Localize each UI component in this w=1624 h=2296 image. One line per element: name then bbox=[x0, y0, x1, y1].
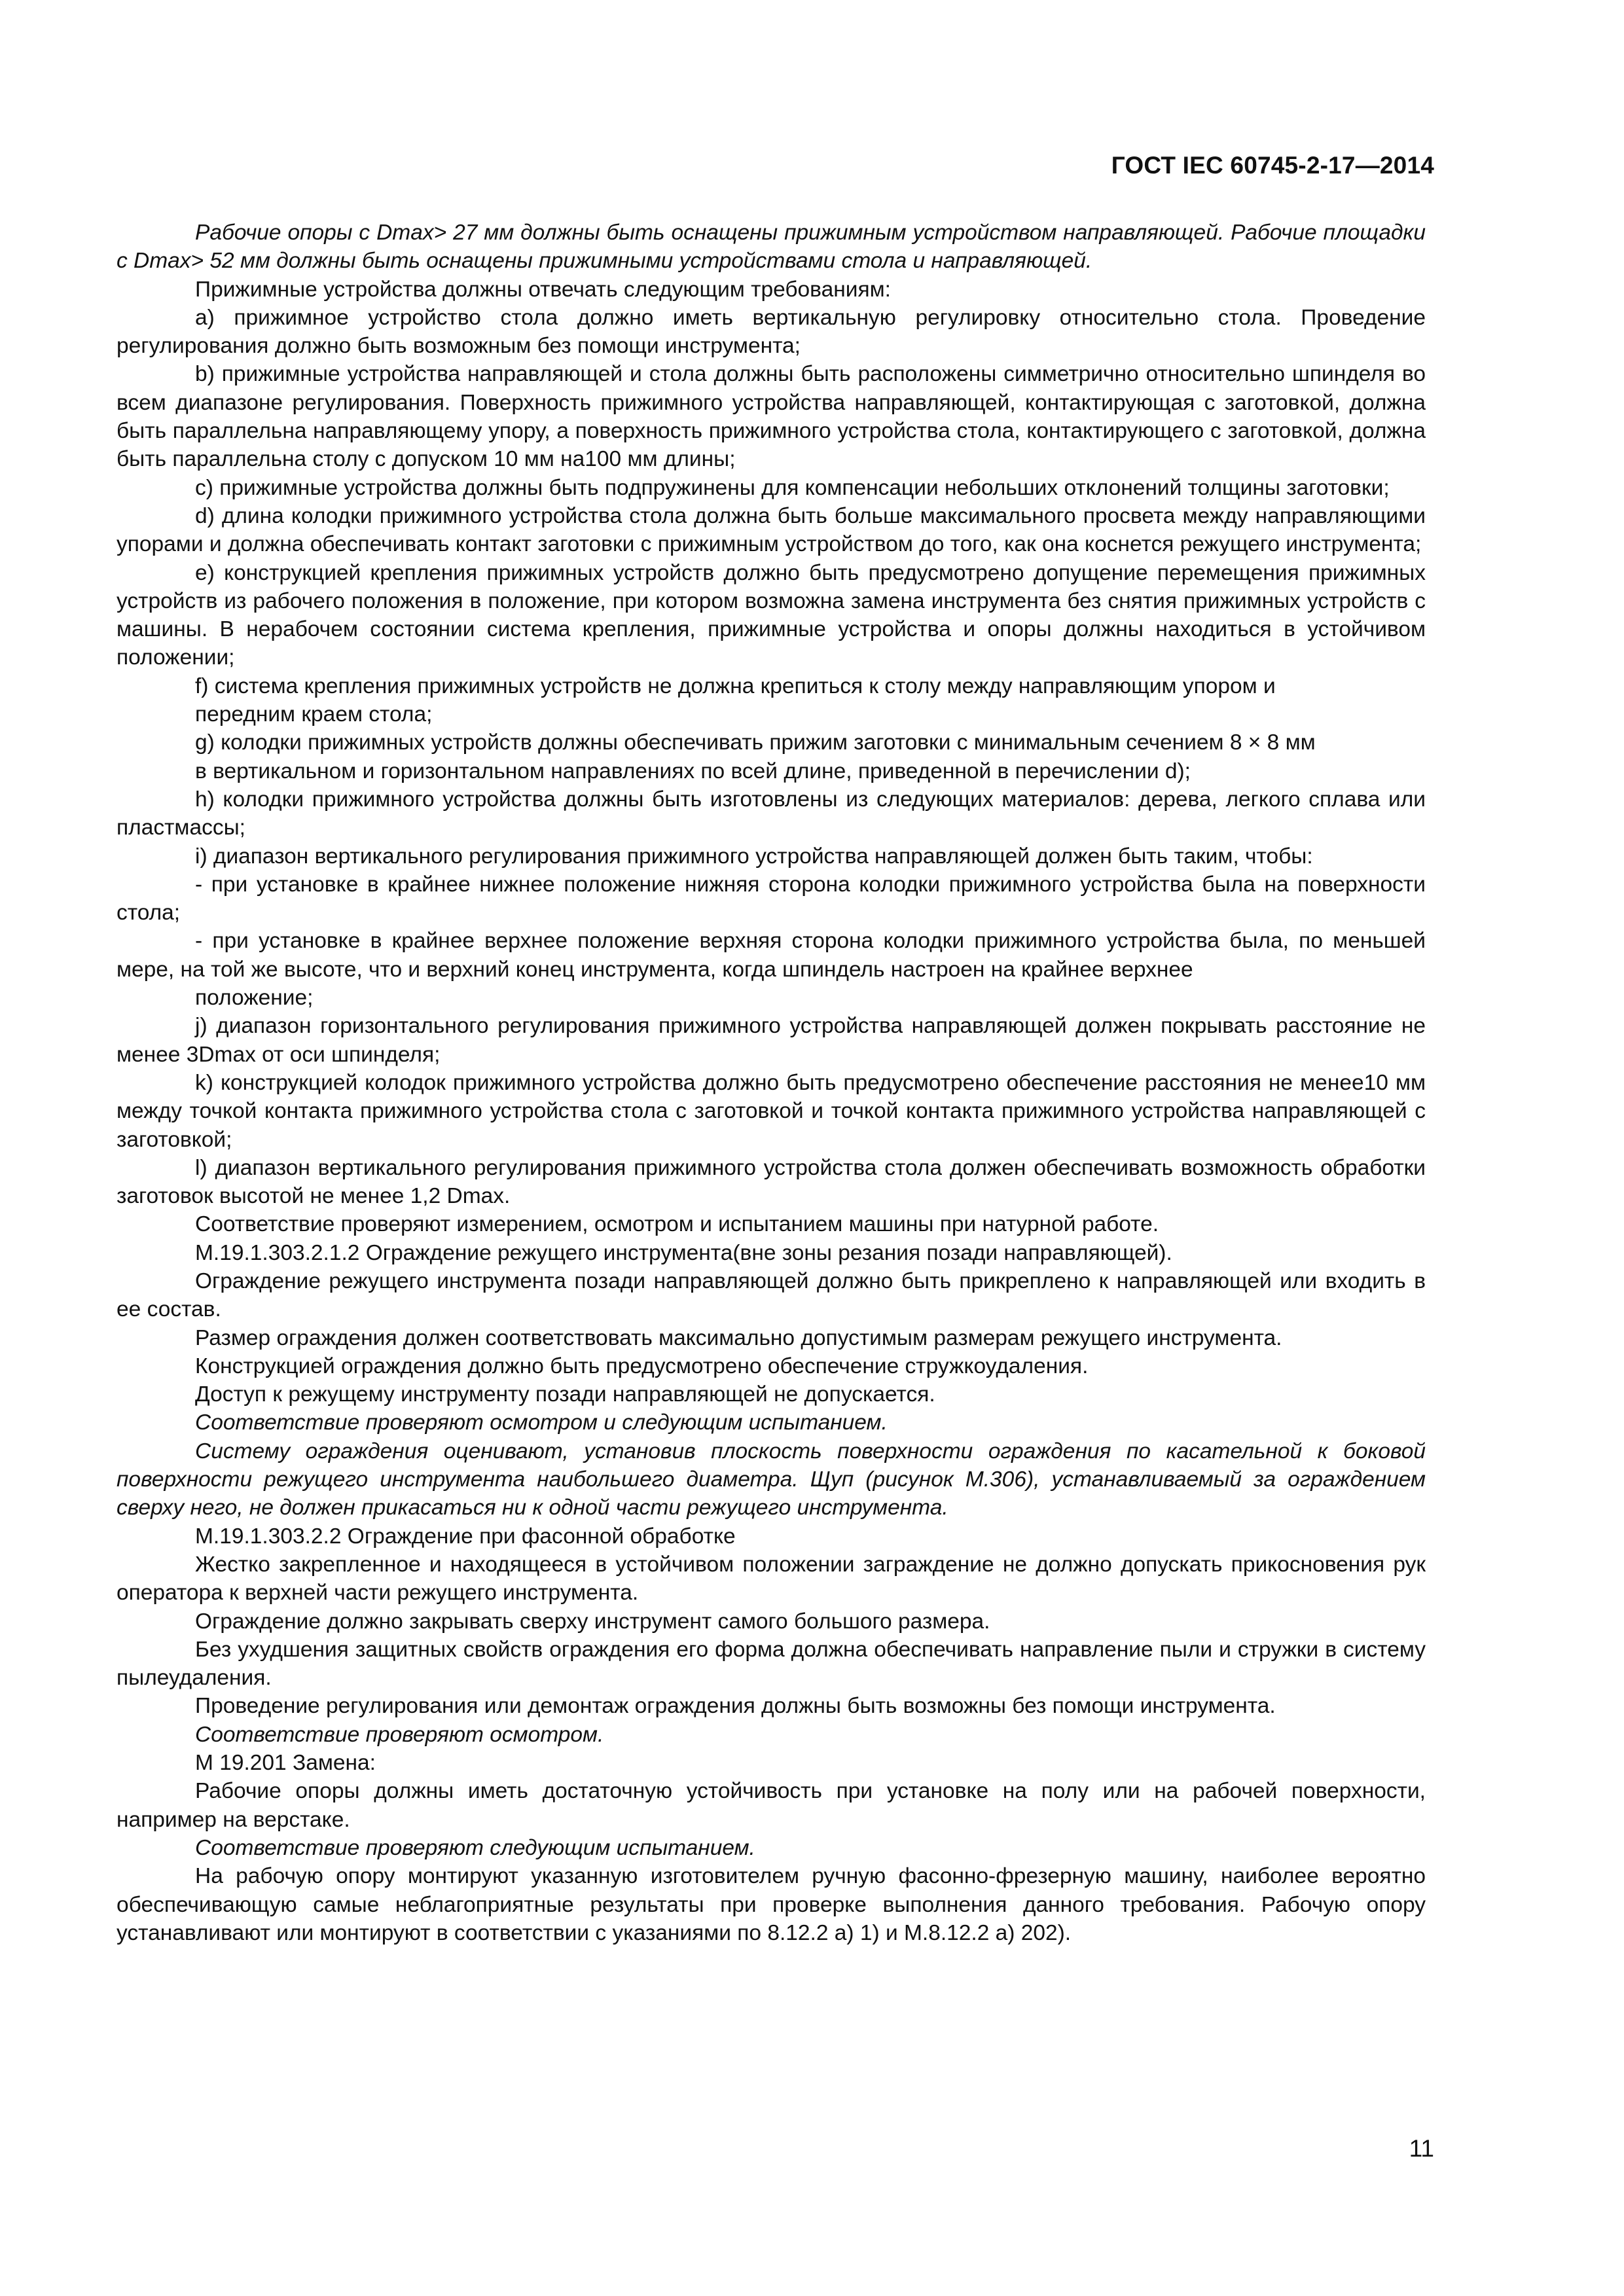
paragraph: а) прижимное устройство стола должно иметь вертикальную регулировку относительно стола. Проведение регулирования должно быть возможным без помощи инструмента; bbox=[117, 305, 1426, 359]
paragraph: Рабочие опоры с Dmax> 27 мм должны быть оснащены прижимным устройством направляющей. Рабочие площадки с Dmax> 52 мм должны быть оснащены прижимными устройствами стола и направляющей. bbox=[117, 221, 1426, 274]
paragraph: g) колодки прижимных устройств должны обеспечивать прижим заготовки с минимальным сечением 8 × 8 мм bbox=[195, 730, 1316, 755]
paragraph: j) диапазон горизонтального регулирования прижимного устройства направляющей должен покрывать расстояние не менее 3Dmax от оси шпинделя; bbox=[117, 1014, 1426, 1067]
paragraph: Жестко закрепленное и находящееся в устойчивом положении заграждение не должно допускать прикосновения рук оператора к верхней части режущего инструмента. bbox=[117, 1552, 1426, 1605]
paragraph: - при установке в крайнее верхнее положение верхняя сторона колодки прижимного устройства была, по меньшей мере, на той же высоте, что и верхний конец инструмента, когда шпиндель настроен на крайнее верхнее bbox=[117, 929, 1426, 982]
paragraph: h) колодки прижимного устройства должны быть изготовлены из следующих материалов: дерева, легкого сплава или пластмассы; bbox=[117, 787, 1426, 840]
paragraph: Конструкцией ограждения должно быть предусмотрено обеспечение стружкоудаления. bbox=[195, 1354, 1089, 1378]
paragraph: М.19.1.303.2.1.2 Ограждение режущего инструмента(вне зоны резания позади направляющей). bbox=[195, 1240, 1172, 1265]
paragraph: Соответствие проверяют осмотром и следующим испытанием. bbox=[195, 1410, 888, 1435]
paragraph: положение; bbox=[195, 986, 314, 1011]
paragraph: в вертикальном и горизонтальном направлениях по всей длине, приведенной в перечислении d); bbox=[195, 759, 1191, 783]
paragraph: Соответствие проверяют следующим испытанием. bbox=[195, 1835, 755, 1860]
paragraph: Соответствие проверяют осмотром. bbox=[195, 1722, 604, 1747]
paragraph: i) диапазон вертикального регулирования прижимного устройства направляющей должен быть таким, чтобы: bbox=[195, 844, 1313, 869]
paragraph: Ограждение режущего инструмента позади направляющей должно быть прикреплено к направляющей или входить в ее состав. bbox=[117, 1268, 1426, 1322]
paragraph: c) прижимные устройства должны быть подпружинены для компенсации небольших отклонений толщины заготовки; bbox=[195, 475, 1390, 500]
paragraph: e) конструкцией крепления прижимных устройств должно быть предусмотрено допущение перемещения прижимных устройств из рабочего положения в положение, при котором возможна замена инструмента без снятия прижимных устройств с машины. В нерабочем состоянии система крепления, прижимные устройства и опоры должны находиться в устойчивом положении; bbox=[117, 560, 1426, 670]
paragraph: М.19.1.303.2.2 Ограждение при фасонной обработке bbox=[195, 1524, 736, 1549]
paragraph: b) прижимные устройства направляющей и стола должны быть расположены симметрично относительно шпинделя во всем диапазоне регулирования. Поверхность прижимного устройства направляющей, контактирующая с заготовкой, должна быть параллельна направляющему упору, а поверхность прижимного устройства стола, контактирующего с заготовкой, должна быть параллельна столу с допуском 10 мм на100 мм длины; bbox=[117, 362, 1426, 472]
paragraph: - при установке в крайнее нижнее положение нижняя сторона колодки прижимного устройства была на поверхности стола; bbox=[117, 872, 1426, 925]
document-body bbox=[117, 219, 1426, 1947]
paragraph: Без ухудшения защитных свойств ограждения его форма должна обеспечивать направление пыли и стружки в систему пылеудаления. bbox=[117, 1637, 1426, 1691]
paragraph: Доступ к режущему инструменту позади направляющей не допускается. bbox=[195, 1382, 935, 1407]
paragraph: d) длина колодки прижимного устройства стола должна быть больше максимального просвета между направляющими упорами и должна обеспечивать контакт заготовки с прижимным устройством до того, как она коснется режущего инструмента; bbox=[117, 503, 1426, 557]
paragraph: k) конструкцией колодок прижимного устройства должно быть предусмотрено обеспечение расстояния не менее10 мм между точкой контакта прижимного устройства стола с заготовкой и точкой контакта прижимного устройства направляющей с заготовкой; bbox=[117, 1070, 1426, 1152]
paragraph: Систему ограждения оценивают, установив плоскость поверхности ограждения по касательной к боковой поверхности режущего инструмента наибольшего диаметра. Щуп (рисунок М.306), устанавливаемый за ограждением сверху него, не должен прикасаться ни к одной части режущего инструмента. bbox=[117, 1439, 1426, 1520]
paragraph: Размер ограждения должен соответствовать максимально допустимым размерам режущего инструмента. bbox=[195, 1325, 1282, 1350]
paragraph: f) система крепления прижимных устройств не должна крепиться к столу между направляющим упором и bbox=[195, 673, 1276, 698]
standard-designation: ГОСТ IEC 60745-2-17—2014 bbox=[1111, 152, 1434, 179]
paragraph: Ограждение должно закрывать сверху инструмент самого большого размера. bbox=[195, 1609, 990, 1634]
paragraph: Соответствие проверяют измерением, осмотром и испытанием машины при натурной работе. bbox=[195, 1212, 1159, 1237]
page-number: 11 bbox=[1409, 2135, 1434, 2162]
paragraph: Прижимные устройства должны отвечать следующим требованиям: bbox=[195, 277, 891, 302]
paragraph: передним краем стола; bbox=[195, 702, 433, 727]
paragraph: М 19.201 Замена: bbox=[195, 1751, 376, 1776]
paragraph: На рабочую опору монтируют указанную изготовителем ручную фасонно-фрезерную машину, наиболее вероятно обеспечивающую самые неблагоприятные результаты при проверке выполнения данного требования. Рабочую опору устанавливают или монтируют в соответствии с указаниями по 8.12.2 а) 1) и М.8.12.2 а) 202). bbox=[117, 1864, 1426, 1945]
paragraph: l) диапазон вертикального регулирования прижимного устройства стола должен обеспечивать возможность обработки заготовок высотой не менее 1,2 Dmax. bbox=[117, 1155, 1426, 1209]
paragraph: Проведение регулирования или демонтаж ограждения должны быть возможны без помощи инструмента. bbox=[195, 1694, 1276, 1719]
paragraph: Рабочие опоры должны иметь достаточную устойчивость при установке на полу или на рабочей поверхности, например на верстаке. bbox=[117, 1779, 1426, 1832]
